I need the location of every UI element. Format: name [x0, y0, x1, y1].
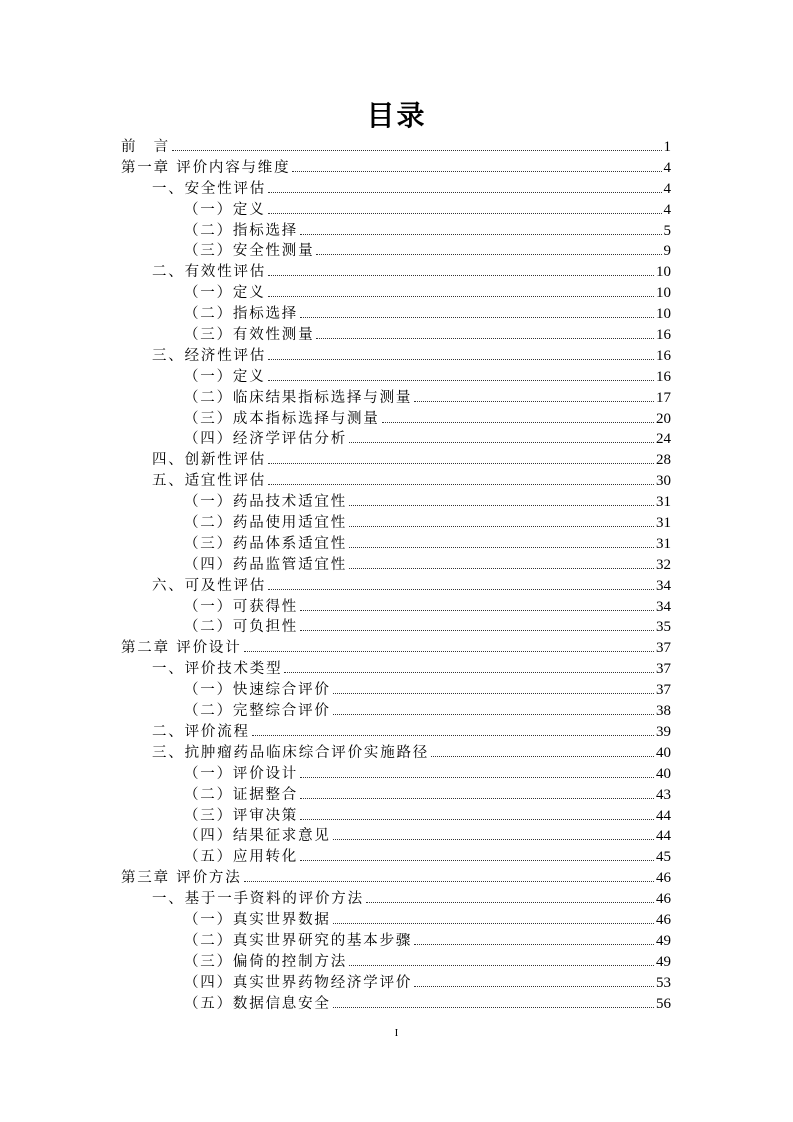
- toc-entry[interactable]: [121, 555, 671, 576]
- dot-leader: [300, 317, 654, 318]
- dot-leader: [349, 547, 654, 548]
- dot-leader: [333, 714, 654, 715]
- dot-leader: [414, 986, 654, 987]
- toc-entry[interactable]: [121, 241, 671, 262]
- toc-entry-label: （四）结果征求意见: [184, 828, 331, 845]
- toc-entry-page: 10: [656, 285, 671, 302]
- dot-leader: [333, 923, 654, 924]
- toc-entry-label: （二）临床结果指标选择与测量: [184, 389, 413, 406]
- dot-leader: [300, 630, 654, 631]
- toc-entry-page: 9: [663, 243, 671, 260]
- toc-entry-page: 4: [663, 180, 671, 197]
- toc-entry-label: （三）成本指标选择与测量: [184, 410, 380, 427]
- toc-entry-label: （三）安全性测量: [184, 243, 315, 260]
- dot-leader: [349, 965, 654, 966]
- toc-entry-label: （三）评审决策: [184, 807, 299, 824]
- toc-entry[interactable]: [121, 806, 671, 827]
- toc-entry[interactable]: [121, 367, 671, 388]
- dot-leader: [268, 275, 654, 276]
- toc-entry-page: 40: [656, 744, 671, 761]
- toc-entry[interactable]: [121, 471, 671, 492]
- toc-entry[interactable]: [121, 889, 671, 910]
- toc-entry[interactable]: [121, 576, 671, 597]
- toc-entry-label: （二）指标选择: [184, 306, 299, 323]
- toc-entry[interactable]: [121, 994, 671, 1015]
- toc-entry-page: 43: [656, 786, 671, 803]
- toc-entry-page: 4: [663, 159, 671, 176]
- toc-entry[interactable]: [121, 137, 671, 158]
- toc-entry-label: （三）偏倚的控制方法: [184, 953, 347, 970]
- toc-entry[interactable]: [121, 659, 671, 680]
- toc-entry[interactable]: [121, 158, 671, 179]
- dot-leader: [300, 777, 654, 778]
- toc-entry-page: 39: [656, 723, 671, 740]
- toc-entry-label: 五、适宜性评估: [152, 473, 267, 490]
- dot-leader: [333, 839, 654, 840]
- dot-leader: [268, 589, 654, 590]
- toc-entry-page: 37: [656, 682, 671, 699]
- toc-entry-page: 30: [656, 473, 671, 490]
- toc-entry[interactable]: [121, 764, 671, 785]
- toc-entry-label: 前 言: [121, 139, 170, 155]
- dot-leader: [268, 359, 654, 360]
- dot-leader: [349, 526, 654, 527]
- toc-entry-page: 1: [663, 139, 671, 155]
- dot-leader: [244, 651, 654, 652]
- toc-entry[interactable]: [121, 847, 671, 868]
- toc-entry-label: （四）经济学评估分析: [184, 431, 347, 448]
- toc-entry-page: 20: [656, 410, 671, 427]
- dot-leader: [414, 944, 654, 945]
- dot-leader: [382, 422, 654, 423]
- dot-leader: [252, 735, 654, 736]
- toc-entry-page: 37: [656, 640, 671, 657]
- toc-entry-label: 三、抗肿瘤药品临床综合评价实施路径: [152, 744, 430, 761]
- toc-entry-label: （一）药品技术适宜性: [184, 494, 347, 511]
- toc-entry-page: 16: [656, 347, 671, 364]
- toc-entry-page: 46: [656, 891, 671, 908]
- toc-entry-label: 第二章 评价设计: [121, 640, 242, 657]
- toc-entry[interactable]: [121, 221, 671, 242]
- toc-entry-page: 35: [656, 619, 671, 636]
- dot-leader: [431, 756, 654, 757]
- toc-entry-page: 17: [656, 389, 671, 406]
- toc-entry-label: 第三章 评价方法: [121, 870, 242, 887]
- toc-entry-page: 45: [656, 849, 671, 866]
- toc-entry[interactable]: [121, 597, 671, 618]
- toc-entry-page: 53: [656, 974, 671, 991]
- toc-entry-label: 一、安全性评估: [152, 180, 267, 197]
- dot-leader: [268, 463, 654, 464]
- toc-entry-page: 10: [656, 306, 671, 323]
- toc-entry-page: 56: [656, 995, 671, 1012]
- toc-entry-page: 31: [656, 515, 671, 532]
- toc-entry[interactable]: [121, 283, 671, 304]
- toc-entry-page: 10: [656, 264, 671, 281]
- toc-entry[interactable]: [121, 492, 671, 513]
- toc-entry-label: （一）定义: [184, 285, 266, 302]
- toc-entry-page: 38: [656, 703, 671, 720]
- toc-entry-label: （五）应用转化: [184, 849, 299, 866]
- toc-entry[interactable]: [121, 325, 671, 346]
- toc-entry[interactable]: [121, 931, 671, 952]
- toc-entry-label: （一）真实世界数据: [184, 911, 331, 928]
- toc-entry-page: 16: [656, 368, 671, 385]
- toc-entry-label: （二）完整综合评价: [184, 703, 331, 720]
- table-of-contents: [121, 137, 671, 1014]
- toc-entry[interactable]: [121, 513, 671, 534]
- dot-leader: [414, 401, 654, 402]
- dot-leader: [300, 798, 654, 799]
- toc-entry-page: 49: [656, 953, 671, 970]
- toc-entry-page: 4: [663, 201, 671, 218]
- toc-entry[interactable]: [121, 952, 671, 973]
- toc-entry[interactable]: [121, 868, 671, 889]
- toc-entry-label: 二、评价流程: [152, 723, 250, 740]
- toc-entry[interactable]: [121, 638, 671, 659]
- dot-leader: [300, 234, 661, 235]
- toc-entry-label: 一、评价技术类型: [152, 661, 283, 678]
- toc-entry-page: 37: [656, 661, 671, 678]
- toc-entry[interactable]: [121, 826, 671, 847]
- toc-entry-label: （一）评价设计: [184, 765, 299, 782]
- toc-entry[interactable]: [121, 450, 671, 471]
- toc-entry[interactable]: [121, 388, 671, 409]
- toc-entry-page: 34: [656, 577, 671, 594]
- dot-leader: [300, 610, 654, 611]
- dot-leader: [333, 693, 654, 694]
- toc-entry[interactable]: [121, 200, 671, 221]
- dot-leader: [349, 568, 654, 569]
- toc-entry[interactable]: [121, 910, 671, 931]
- toc-entry-label: 一、基于一手资料的评价方法: [152, 891, 364, 908]
- toc-entry-page: 44: [656, 828, 671, 845]
- dot-leader: [349, 505, 654, 506]
- toc-entry[interactable]: [121, 701, 671, 722]
- dot-leader: [300, 819, 654, 820]
- toc-entry-label: （二）证据整合: [184, 786, 299, 803]
- toc-entry-page: 32: [656, 556, 671, 573]
- dot-leader: [244, 881, 654, 882]
- toc-entry[interactable]: [121, 973, 671, 994]
- toc-entry-label: （四）药品监管适宜性: [184, 556, 347, 573]
- dot-leader: [268, 213, 662, 214]
- toc-entry-label: （一）快速综合评价: [184, 682, 331, 699]
- toc-entry[interactable]: [121, 429, 671, 450]
- toc-entry-page: 24: [656, 431, 671, 448]
- toc-entry-label: 六、可及性评估: [152, 577, 267, 594]
- toc-entry-label: （二）药品使用适宜性: [184, 515, 347, 532]
- toc-entry-label: 二、有效性评估: [152, 264, 267, 281]
- toc-entry-label: （二）真实世界研究的基本步骤: [184, 932, 413, 949]
- dot-leader: [268, 296, 655, 297]
- toc-entry[interactable]: [121, 346, 671, 367]
- toc-entry[interactable]: [121, 743, 671, 764]
- dot-leader: [300, 860, 654, 861]
- toc-entry-page: 49: [656, 932, 671, 949]
- dot-leader: [268, 192, 661, 193]
- dot-leader: [316, 254, 661, 255]
- dot-leader: [268, 484, 654, 485]
- dot-leader: [349, 442, 654, 443]
- toc-entry[interactable]: [121, 534, 671, 555]
- toc-entry[interactable]: [121, 179, 671, 200]
- dot-leader: [366, 902, 654, 903]
- toc-entry-label: （二）可负担性: [184, 619, 299, 636]
- toc-entry-label: （五）数据信息安全: [184, 995, 331, 1012]
- dot-leader: [316, 338, 654, 339]
- toc-entry[interactable]: [121, 722, 671, 743]
- toc-entry-label: 第一章 评价内容与维度: [121, 159, 291, 176]
- toc-entry-page: 28: [656, 452, 671, 469]
- toc-entry-label: 四、创新性评估: [152, 452, 267, 469]
- dot-leader: [268, 380, 655, 381]
- toc-entry-page: 5: [663, 222, 671, 239]
- toc-entry[interactable]: [121, 680, 671, 701]
- toc-entry[interactable]: [121, 785, 671, 806]
- toc-entry-label: （三）有效性测量: [184, 327, 315, 344]
- toc-entry-page: 34: [656, 598, 671, 615]
- toc-entry[interactable]: [121, 304, 671, 325]
- toc-entry-label: 三、经济性评估: [152, 347, 267, 364]
- toc-entry-page: 31: [656, 494, 671, 511]
- toc-entry-page: 46: [656, 911, 671, 928]
- toc-entry-page: 40: [656, 765, 671, 782]
- toc-entry[interactable]: [121, 409, 671, 430]
- toc-entry-page: 31: [656, 535, 671, 552]
- toc-entry-page: 44: [656, 807, 671, 824]
- dot-leader: [333, 1007, 654, 1008]
- dot-leader: [292, 171, 661, 172]
- toc-entry-label: （一）可获得性: [184, 598, 299, 615]
- page-number: I: [394, 1027, 399, 1039]
- toc-entry-label: （三）药品体系适宜性: [184, 535, 347, 552]
- toc-entry-label: （一）定义: [184, 201, 266, 218]
- dot-leader: [284, 672, 654, 673]
- toc-entry-page: 46: [656, 870, 671, 887]
- toc-entry[interactable]: [121, 262, 671, 283]
- toc-entry-page: 16: [656, 327, 671, 344]
- page-title: 目录: [366, 99, 427, 132]
- toc-entry[interactable]: [121, 617, 671, 638]
- toc-entry-label: （一）定义: [184, 368, 266, 385]
- dot-leader: [172, 150, 662, 151]
- toc-entry-label: （二）指标选择: [184, 222, 299, 239]
- toc-entry-label: （四）真实世界药物经济学评价: [184, 974, 413, 991]
